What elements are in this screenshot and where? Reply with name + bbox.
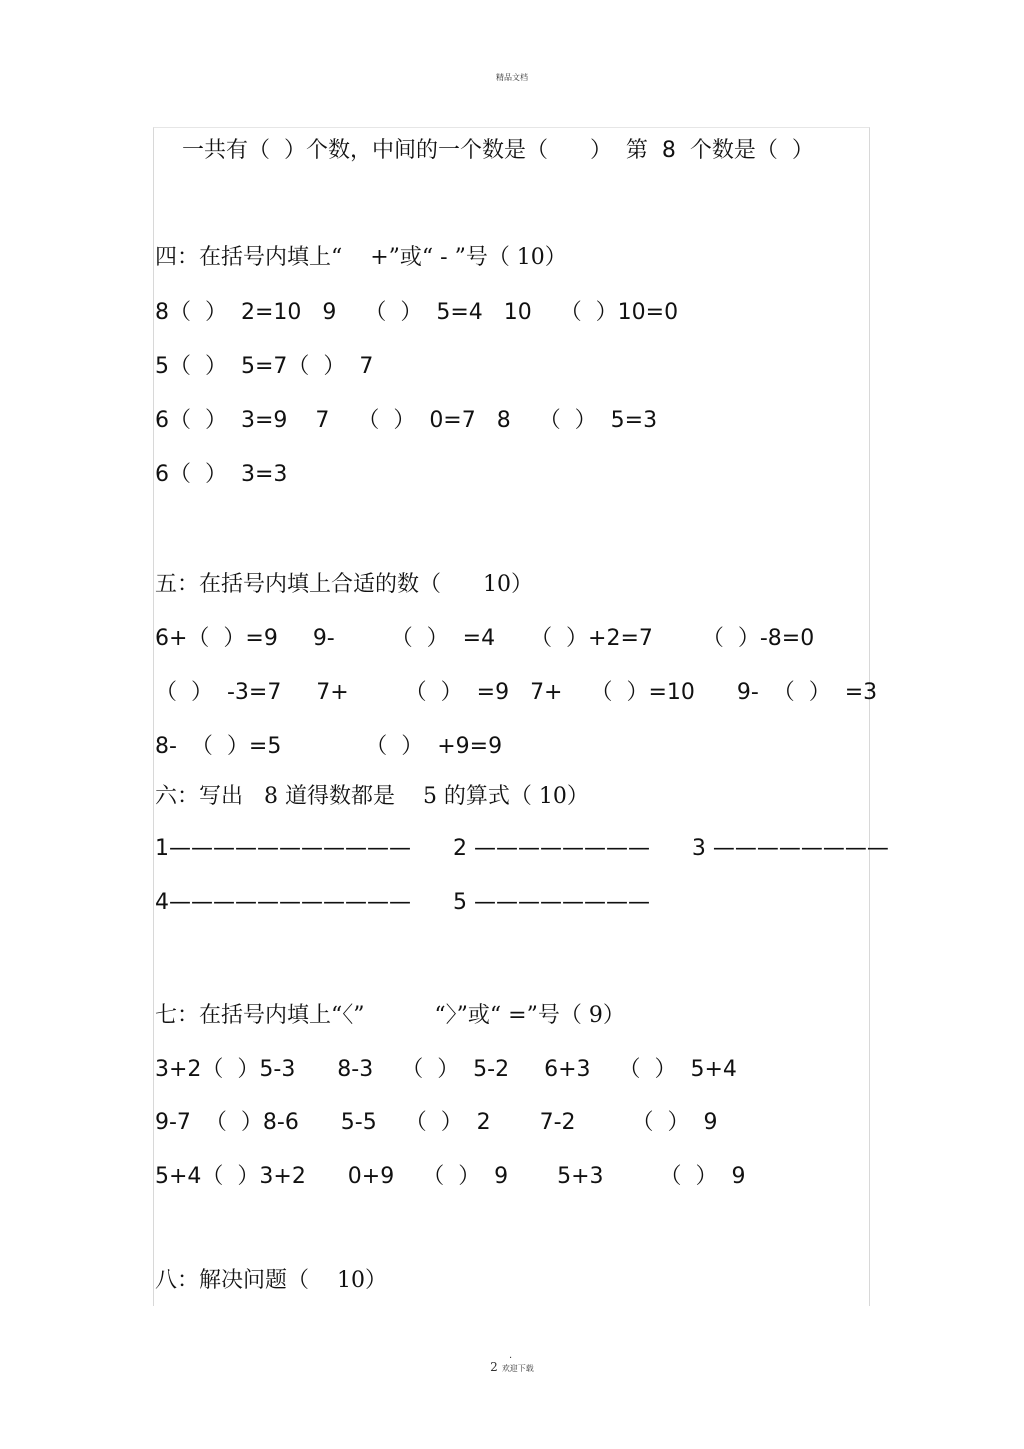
page-header: 精品文档 — [496, 73, 528, 82]
section-four-row-2: 5（ ） 5=7（ ） 7 — [155, 354, 374, 379]
section-seven-heading: 七：在括号内填上“〈” “〉”或“ =”号（ 9） — [155, 1003, 625, 1028]
question-line-count: 一共有（ ）个数，中间的一个数是（ ） 第 8 个数是（ ） — [182, 138, 814, 163]
section-four-heading: 四：在括号内填上“ +”或“ - ”号（ 10） — [155, 245, 567, 270]
section-five-row-1: 6+（ ）=9 9- （ ） =4 （ ）+2=7 （ ）-8=0 — [155, 626, 815, 651]
section-five-heading: 五：在括号内填上合适的数（ 10） — [155, 572, 533, 597]
section-five-row-3: 8- （ ）=5 （ ） +9=9 — [155, 734, 503, 759]
section-four-row-4: 6（ ） 3=3 — [155, 462, 288, 487]
section-six-heading: 六：写出 8 道得数都是 5 的算式（ 10） — [155, 784, 589, 809]
footer-dot: . — [509, 1350, 513, 1361]
page-number: 2 — [490, 1360, 498, 1374]
section-eight-heading: 八：解决问题（ 10） — [155, 1268, 387, 1293]
section-seven-row-2: 9-7 （ ）8-6 5-5 （ ） 2 7-2 （ ） 9 — [155, 1110, 718, 1135]
section-six-blanks-row-2: 4——————————— 5 ———————— — [155, 890, 650, 915]
section-six-blanks-row-1: 1——————————— 2 ———————— 3 ———————— — [155, 836, 889, 861]
section-four-row-3: 6（ ） 3=9 7 （ ） 0=7 8 （ ） 5=3 — [155, 408, 658, 433]
section-five-row-2: （ ） -3=7 7+ （ ） =9 7+ （ ）=10 9- （ ） =3 — [155, 680, 878, 705]
section-seven-row-3: 5+4（ ）3+2 0+9 （ ） 9 5+3 （ ） 9 — [155, 1164, 746, 1189]
section-four-row-1: 8（ ） 2=10 9 （ ） 5=4 10 （ ）10=0 — [155, 300, 679, 325]
section-seven-row-1: 3+2（ ）5-3 8-3 （ ） 5-2 6+3 （ ） 5+4 — [155, 1057, 737, 1082]
page-footer — [0, 1360, 1024, 1374]
footer-text: 欢迎下载 — [501, 1364, 534, 1373]
